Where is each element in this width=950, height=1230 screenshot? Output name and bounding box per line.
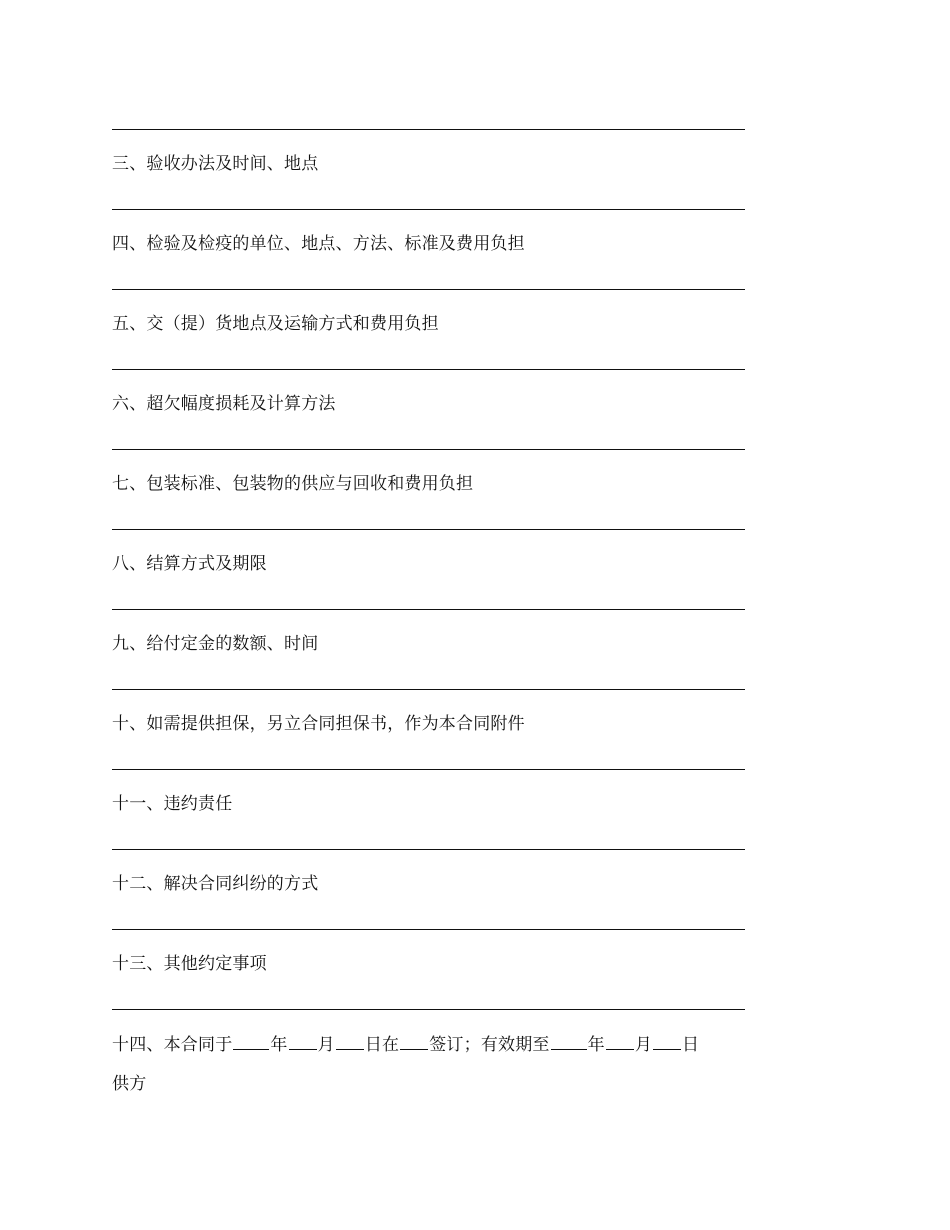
term-month-label: 月 <box>317 1035 335 1055</box>
term-month2-label: 月 <box>634 1035 653 1055</box>
term-day2-label: 日 <box>682 1035 700 1055</box>
term-year2-label: 年 <box>587 1035 605 1055</box>
clause-7-heading: 七、包装标准、包装物的供应与回收和费用负担 <box>112 474 474 494</box>
expiry-year-blank[interactable] <box>551 1032 587 1050</box>
fill-in-line[interactable] <box>112 449 745 450</box>
clause-13-heading: 十三、其他约定事项 <box>112 954 267 974</box>
term-year-label: 年 <box>270 1035 288 1055</box>
clause-11-heading: 十一、违约责任 <box>112 794 233 814</box>
fill-in-line[interactable] <box>112 849 745 850</box>
sign-place-blank[interactable] <box>400 1032 428 1050</box>
clause-5-heading: 五、交（提）货地点及运输方式和费用负担 <box>112 314 439 334</box>
expiry-month-blank[interactable] <box>606 1032 634 1050</box>
expiry-day-blank[interactable] <box>653 1032 681 1050</box>
clause-8-heading: 八、结算方式及期限 <box>112 554 267 574</box>
fill-in-line[interactable] <box>112 929 745 930</box>
fill-in-line[interactable] <box>112 369 745 370</box>
clause-9-heading: 九、给付定金的数额、时间 <box>112 634 319 654</box>
fill-in-line[interactable] <box>112 289 745 290</box>
clause-12-heading: 十二、解决合同纠纷的方式 <box>112 874 319 894</box>
fill-in-line[interactable] <box>112 129 745 130</box>
clause-14-term <box>112 1032 699 1056</box>
clause-3-heading: 三、验收办法及时间、地点 <box>112 154 319 174</box>
supplier-label: 供方 <box>112 1074 147 1094</box>
fill-in-line[interactable] <box>112 529 745 530</box>
fill-in-line[interactable] <box>112 1009 745 1010</box>
fill-in-line[interactable] <box>112 689 745 690</box>
fill-in-line[interactable] <box>112 609 745 610</box>
sign-year-blank[interactable] <box>233 1032 269 1050</box>
term-day-at-label: 日在 <box>364 1035 400 1055</box>
sign-day-blank[interactable] <box>336 1032 364 1050</box>
clause-6-heading: 六、超欠幅度损耗及计算方法 <box>112 394 336 414</box>
sign-month-blank[interactable] <box>289 1032 317 1050</box>
clause-4-heading: 四、检验及检疫的单位、地点、方法、标准及费用负担 <box>112 234 525 254</box>
clause-10-heading: 十、如需提供担保，另立合同担保书，作为本合同附件 <box>112 714 525 734</box>
fill-in-line[interactable] <box>112 209 745 210</box>
term-prefix: 十四、本合同于 <box>112 1035 233 1055</box>
fill-in-line[interactable] <box>112 769 745 770</box>
term-signed-label: 签订；有效期至 <box>429 1035 550 1055</box>
